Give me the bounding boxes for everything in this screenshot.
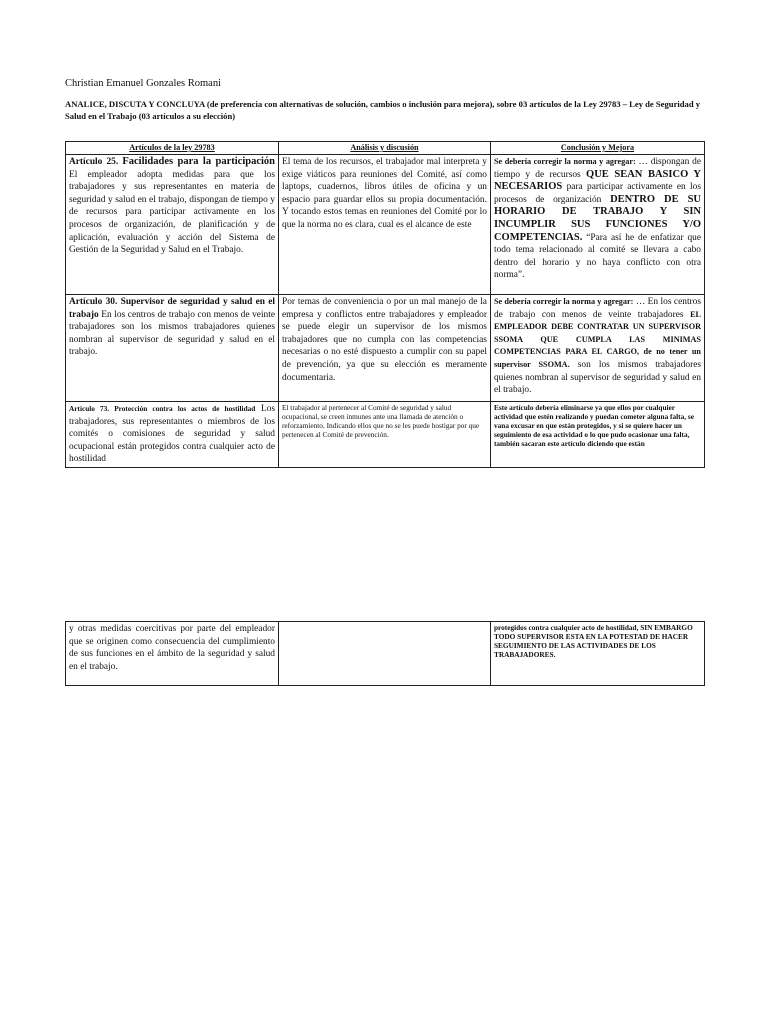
analysis-cell (279, 402, 491, 468)
article-text: El empleador adopta medidas para que los trabajadores y sus representantes en materia de seguridad y salud en el trabajo, dispongan de tiempo y de recursos para participar activamente en los procesos de organización, de planificación y de aplicación, evaluación y acción del Sistema de Gestión de la Seguridad y Salud en el Trabajo. (69, 169, 275, 256)
article-text: y otras medidas coercitivas por parte del empleador que se originen como consecuencia del cumplimiento de sus funciones en el ámbito de la seguridad y salud en el trabajo. (69, 624, 275, 672)
conclusion-emphasis: QUE SEAN BASICO Y NECESARIOS (493, 168, 702, 193)
article-text: En los centros de trabajo con menos de veinte trabajadores son los mismos trabajadores quienes nombran al supervisor de seguridad y salud en el trabajo. (69, 309, 276, 358)
conclusion-cell (490, 402, 704, 468)
analysis-text: El tema de los recursos, el trabajador mal interpreta y exige viáticos para reuniones del Comité, así como laptops, cuadernos, libros útiles de oficina y un espacio para guardar ellos su propia documentación. Y tocando estos temas en reuniones del Comité por lo que la norma no es clara, cual es el alcance de este (282, 157, 487, 230)
analysis-table-continued (65, 621, 705, 686)
analysis-text: El trabajador al pertenecer al Comité de seguridad y salud ocupacional, se creen inmunes ante una llamada de atención o reforzamiento. Indicando ellos que no se les puede hostigar por que pertenecen al Comité de prevención. (282, 403, 480, 440)
conclusion-cell (490, 155, 704, 295)
article-title: Supervisor de seguridad y salud en el trabajo (69, 297, 276, 320)
article-cell (66, 155, 279, 295)
author-name: Christian Emanuel Gonzales Romani (65, 78, 222, 89)
column-header-articles: Artículos de la ley 29783 (66, 142, 279, 155)
conclusion-text: son los mismos trabajadores quienes nombran al supervisor de seguridad y salud en el trabajo. (493, 359, 702, 396)
conclusion-quote: “Para así he de enfatizar que todo tema relacionado al comité se llevara a cabo dentro del horario y no haya conflicto con otra norma”. (493, 232, 701, 281)
analysis-cell (279, 295, 491, 402)
table-row (66, 295, 705, 402)
conclusion-lead: Se debería corregir la norma y agregar: (493, 297, 634, 306)
column-header-analysis: Análisis y discusión (279, 142, 491, 155)
conclusion-text: Este artículo debería eliminarse ya que ellos por cualquier actividad que estén realizando y puedan cometer alguna falta, se vana excusar en que están protegidos, y si se quiere hacer un seguimiento de esa actividad o lo que pudo ocasionar una falta, también sacaran este artículo diciendo que están (493, 403, 694, 449)
analysis-cell (279, 155, 491, 295)
article-label: Artículo 30. (69, 297, 118, 307)
table-row (66, 155, 705, 295)
article-label: Artículo 73. Protección contra los actos de hostilidad (69, 404, 256, 413)
analysis-cell (279, 622, 491, 686)
table-row (66, 402, 705, 468)
conclusion-lead: Se debería corregir la norma y agregar: (493, 157, 636, 166)
analysis-text: Por temas de conveniencia o por un mal manejo de la empresa y conflictos entre trabajadores y empleador se puede elegir un supervisor de los mismos trabajadores que no cumpla con las competencias necesarias o no esté dispuesto a cumplir con su papel de prevención, ya que su elección es meramente documentaria. (282, 297, 487, 383)
conclusion-text: para participar activamente en los procesos de organización (493, 182, 702, 205)
article-title: Facilidades para la participación (122, 156, 276, 167)
conclusion-emphasis: EL EMPLEADOR DEBE CONTRATAR UN SUPERVISOR SSOMA QUE CUMPLA LAS MINIMAS COMPETENCIAS PARA EL CARGO, de no tener un supervisor SSOMA. (493, 309, 701, 369)
conclusion-emphasis: DENTRO DE SU HORARIO DE TRABAJO Y SIN INCUMPLIR SUS FUNCIONES Y/O COMPETENCIAS. (493, 193, 702, 243)
article-cell (66, 295, 279, 402)
conclusion-cell (490, 295, 704, 402)
table-header-row (66, 142, 705, 155)
article-text: Los trabajadores, sus representantes o miembros de los comités o comisiones de seguridad y salud ocupacional están protegidos contra cualquier acto de hostilidad (69, 404, 276, 465)
conclusion-cell (490, 622, 704, 686)
table-row (66, 622, 705, 686)
article-label: Artículo 25. (69, 157, 119, 167)
article-cell (66, 402, 279, 468)
conclusion-text: … En los centros de trabajo con menos de veinte trabajadores (493, 297, 702, 320)
conclusion-text: … dispongan de tiempo y de recursos (493, 157, 702, 180)
article-cell (66, 622, 279, 686)
instructions: ANALICE, DISCUTA Y CONCLUYA (de preferencia con alternativas de solución, cambios o inclusión para mejora), sobre 03 artículos de la Ley 29783 – Ley de Seguridad y Salud en el Trabajo (03 artículos a su elección) (65, 99, 701, 121)
conclusion-text: protegidos contra cualquier acto de hostilidad, SIN EMBARGO TODO SUPERVISOR ESTA EN LA POTESTAD DE HACER SEGUIMIENTO DE LAS ACTIVIDADES DE LOS TRABAJADORES. (493, 623, 693, 660)
column-header-conclusion: Conclusión y Mejora (490, 142, 704, 155)
analysis-table (65, 141, 705, 468)
